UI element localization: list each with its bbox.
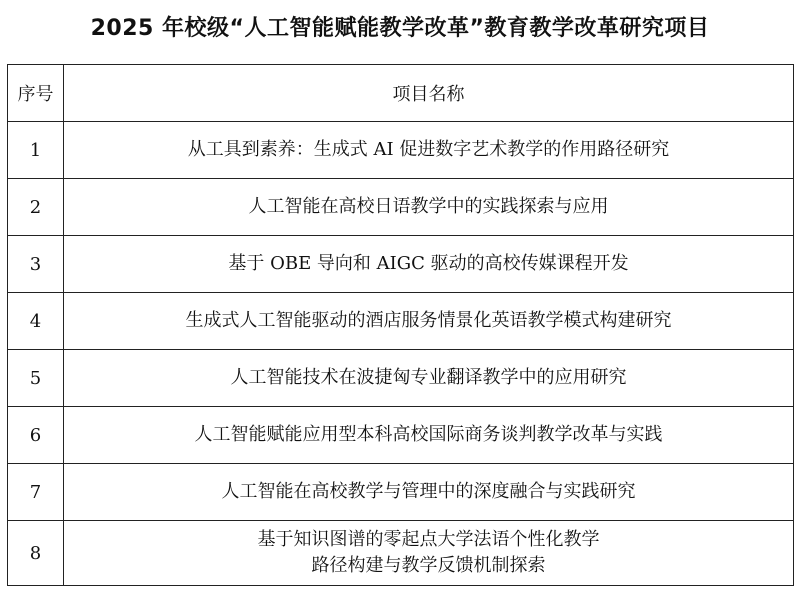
project-name-line: 人工智能在高校日语教学中的实践探索与应用 xyxy=(248,196,609,217)
project-name-line: 基于 OBE 导向和 AIGC 驱动的高校传媒课程开发 xyxy=(228,253,629,274)
header-project-name: 项目名称 xyxy=(64,65,794,122)
project-name-cell xyxy=(64,236,794,293)
project-name-cell xyxy=(64,521,794,586)
serial-number-cell: 8 xyxy=(8,521,64,586)
table-row xyxy=(8,350,794,407)
project-name-cell xyxy=(64,293,794,350)
project-name-line: 基于知识图谱的零起点大学法语个性化教学 xyxy=(257,529,600,550)
project-name-cell xyxy=(64,407,794,464)
project-name-line: 生成式人工智能驱动的酒店服务情景化英语教学模式构建研究 xyxy=(185,310,672,331)
project-name-cell xyxy=(64,179,794,236)
project-name-cell xyxy=(64,350,794,407)
project-name-line: 人工智能在高校教学与管理中的深度融合与实践研究 xyxy=(221,481,636,502)
header-serial-number: 序号 xyxy=(8,65,64,122)
project-name-line: 人工智能赋能应用型本科高校国际商务谈判教学改革与实践 xyxy=(194,424,663,445)
project-name-line: 从工具到素养：生成式 AI 促进数字艺术教学的作用路径研究 xyxy=(187,139,670,160)
table-row xyxy=(8,236,794,293)
table-row xyxy=(8,521,794,586)
table-body xyxy=(8,122,794,586)
project-name-cell xyxy=(64,464,794,521)
serial-number-cell: 7 xyxy=(8,464,64,521)
serial-number-cell: 6 xyxy=(8,407,64,464)
table-row xyxy=(8,122,794,179)
table-row xyxy=(8,293,794,350)
serial-number-cell: 3 xyxy=(8,236,64,293)
document-title: 2025 年校级“人工智能赋能教学改革”教育教学改革研究项目 xyxy=(90,16,710,41)
project-name-cell xyxy=(64,122,794,179)
project-name-line: 路径构建与教学反馈机制探索 xyxy=(311,555,546,576)
project-name-line: 人工智能技术在波捷匈专业翻译教学中的应用研究 xyxy=(230,367,627,388)
table-row xyxy=(8,464,794,521)
serial-number-cell: 1 xyxy=(8,122,64,179)
serial-number-cell: 2 xyxy=(8,179,64,236)
table-header-row xyxy=(8,65,794,122)
table-row xyxy=(8,407,794,464)
table-row xyxy=(8,179,794,236)
serial-number-cell: 4 xyxy=(8,293,64,350)
project-table xyxy=(7,64,794,586)
serial-number-cell: 5 xyxy=(8,350,64,407)
